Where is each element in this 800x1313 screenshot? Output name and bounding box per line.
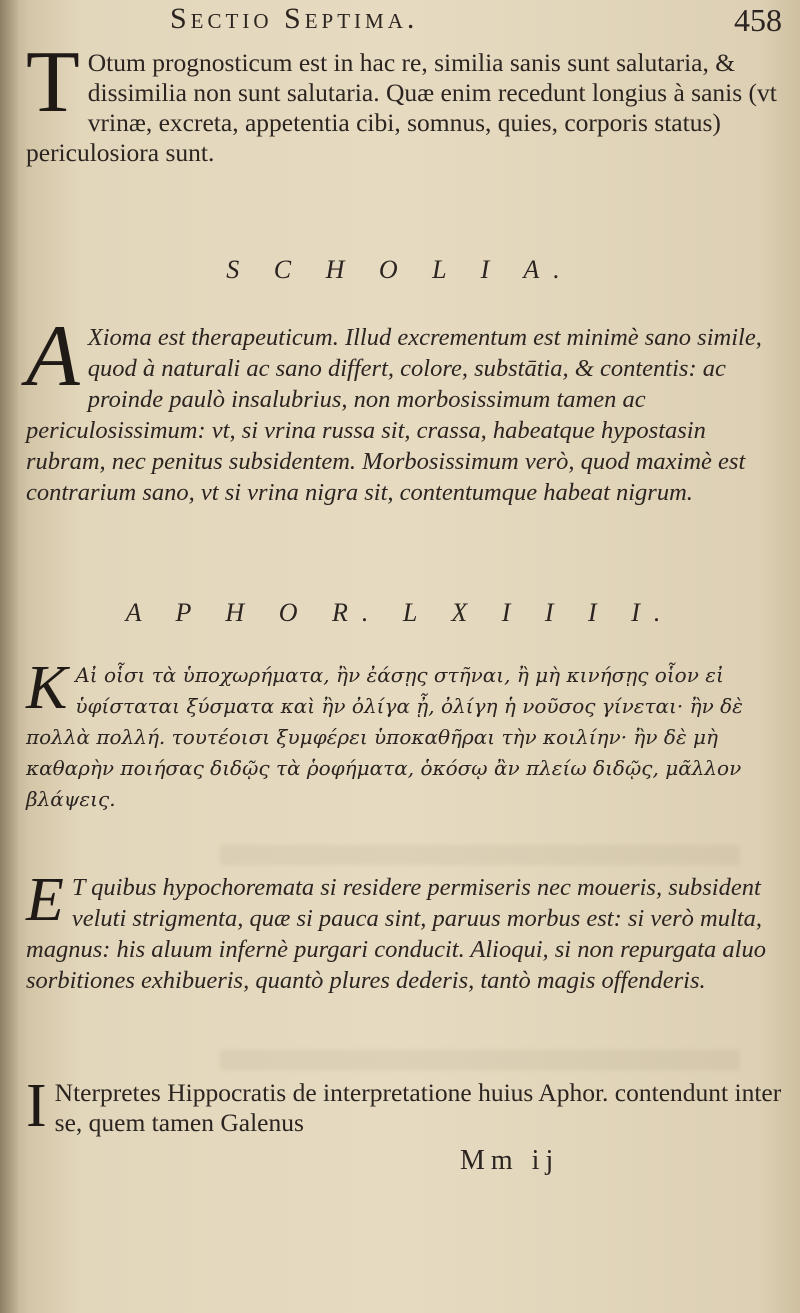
commentary-paragraph: [26, 1072, 782, 1140]
bleed-through: [220, 845, 740, 865]
drop-cap: K: [26, 654, 68, 722]
intro-paragraph: [26, 34, 782, 168]
scholia-text: Xioma est therapeuticum. Illud excrementum est minimè sano simile, quod à naturali ac sano differt, colore, substātia, & contentis: ac proinde paulò insalubrius, non morbosissimum tamen ac periculosissimum: vt, si vrina russa sit, crassa, habeatque hypostasin rubram, nec penitus subsidentem. Morbosissimum verò, quod maximè est contrarium sano, vt si vrina nigra sit, contentumque habeat nigrum.: [26, 324, 762, 506]
drop-cap: T: [26, 34, 80, 131]
aphorism-heading: A P H O R. L X I I I I.: [125, 598, 675, 627]
scholia-heading: S C H O L I A.: [226, 255, 574, 284]
greek-paragraph: [26, 654, 782, 815]
intro-text: Otum prognosticum est in hac re, similia sanis sunt salutaria, & dissimilia non sunt salutaria. Quæ enim recedunt longius à sanis (vt vrinæ, excreta, appetentia cibi, somnus, quies, corporis status) periculosiora sunt.: [26, 48, 777, 167]
binding-gutter: [0, 0, 18, 1313]
drop-cap: I: [26, 1072, 47, 1140]
scholia-paragraph: [26, 308, 782, 508]
signature-mark: Mm ij: [460, 1145, 560, 1176]
commentary-text: Nterpretes Hippocratis de interpretatione huius Aphor. contendunt inter se, quem tamen Galenus: [54, 1078, 782, 1137]
latin-paragraph: [26, 866, 782, 996]
bleed-through: [220, 1050, 740, 1070]
page-number: 458: [734, 2, 782, 38]
drop-cap: E: [26, 866, 64, 934]
running-header: Sectio Septima.: [170, 2, 419, 35]
drop-cap: A: [26, 308, 80, 405]
greek-text: Αἰ οἷσι τὰ ὑποχωρήματα, ἢν ἐάσῃς στῆναι, ἢ μὴ κινήσῃς οἷον εἰ ὑφίσταται ξύσματα καὶ ἢν ὀλίγα ᾖ, ὀλίγη ἡ νοῦσος γίνεται· ἢν δὲ πολλὰ πολλή. τουτέοισι ξυμφέρει ὑποκαθῆραι τὴν κοιλίην· ἢν δὲ μὴ καθαρὴν ποιήσας διδῷς τὰ ῥοφήματα, ὁκόσῳ ἂν πλείω διδῷς, μᾶλλον βλάψεις.: [26, 663, 743, 811]
latin-text: T quibus hypochoremata si residere permiseris nec moueris, subsident veluti strigmenta, quæ si pauca sint, paruus morbus est: si verò multa, magnus: his aluum infernè purgari conducit. Alioqui, si non repurgata aluo sorbitiones exhibueris, quantò plures dederis, tantò magis offenderis.: [26, 874, 766, 994]
